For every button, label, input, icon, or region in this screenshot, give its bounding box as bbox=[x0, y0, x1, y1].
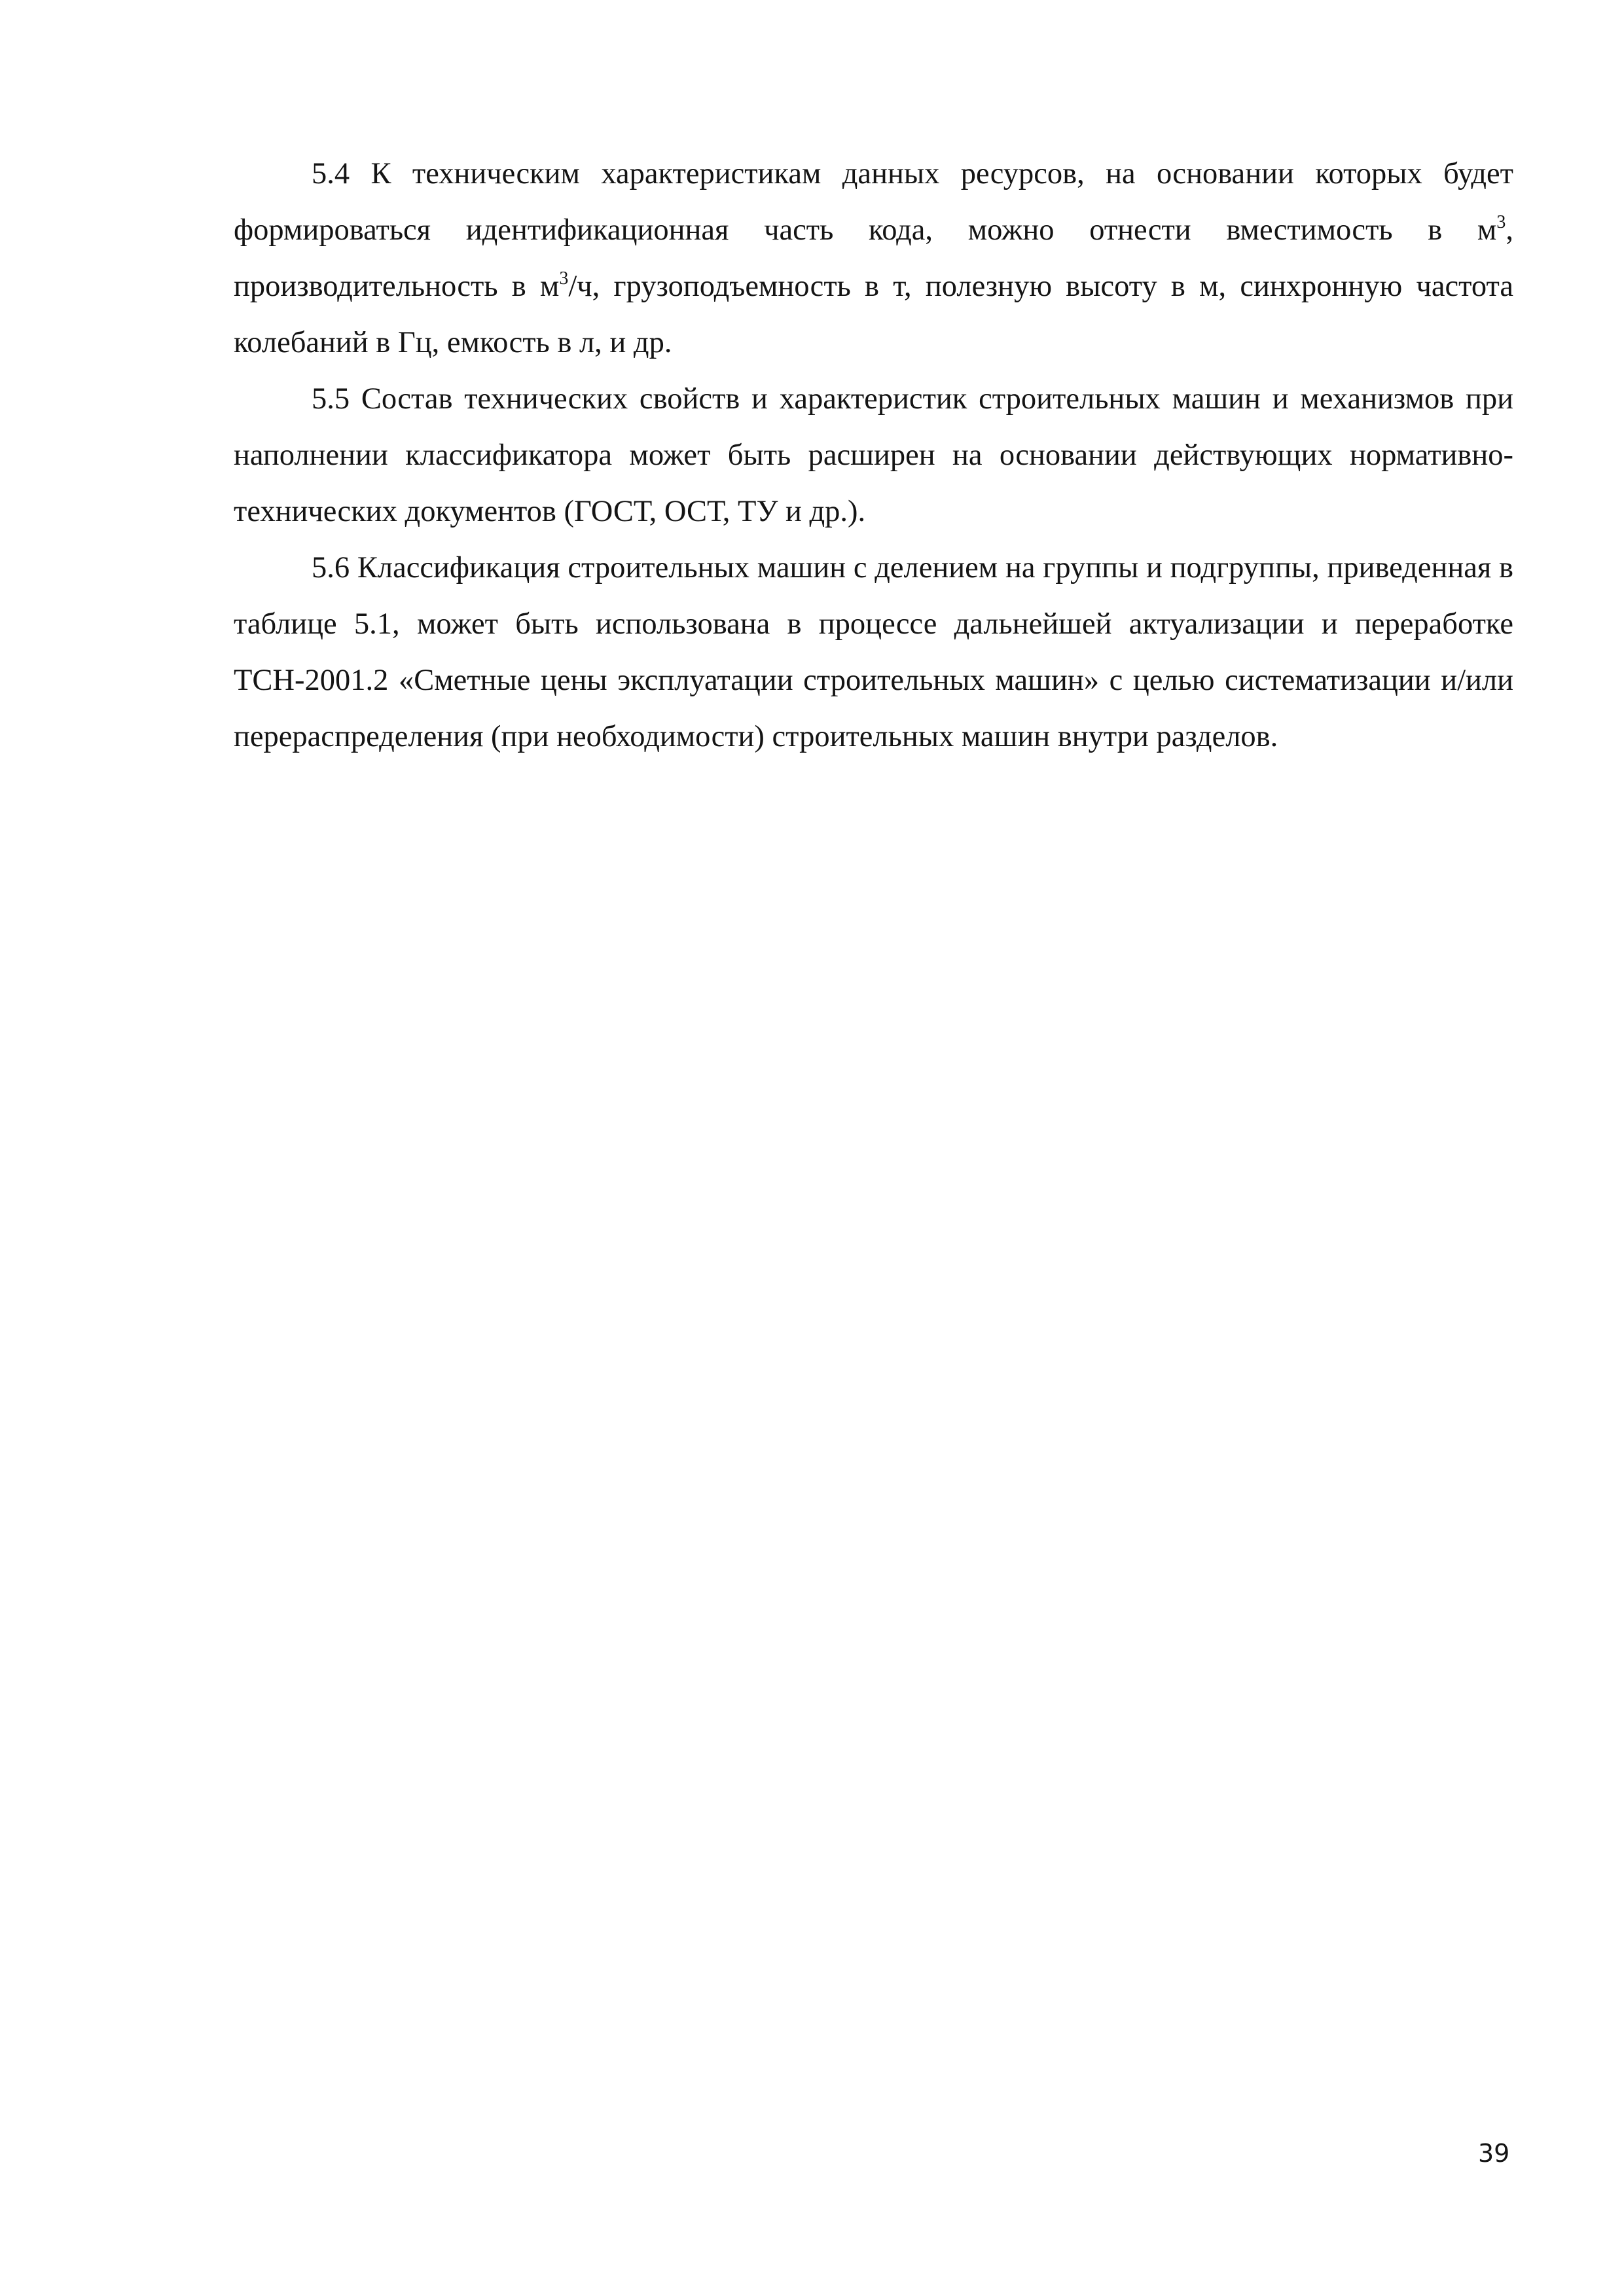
superscript-cubic-2: 3 bbox=[559, 268, 569, 289]
superscript-cubic-1: 3 bbox=[1496, 211, 1506, 232]
body-text bbox=[234, 146, 1513, 765]
paragraph-5-5: 5.5 Состав технических свойств и характеристик строительных машин и механизмов при наполнении классификатора может быть расширен на основании действующих нормативно-технических документов (ГОСТ, ОСТ, ТУ и др.). bbox=[234, 382, 1513, 528]
paragraph-5-4-text-3: /ч, грузоподъемность в т, полезную высоту в м, синхронную частота колебаний в Гц, емкость в л, и др. bbox=[234, 270, 1513, 359]
paragraph-5-6: 5.6 Классификация строительных машин с делением на группы и подгруппы, приведенная в таблице 5.1, может быть использована в процессе дальнейшей актуализации и переработке ТСН-2001.2 «Сметные цены эксплуатации строительных машин» с целью систематизации и/или перераспределения (при необходимости) строительных машин внутри разделов. bbox=[234, 551, 1513, 753]
paragraph-5-4 bbox=[234, 146, 1513, 371]
paragraph-5-4-text-2: , производительность в м bbox=[234, 213, 1513, 303]
page-number: 39 bbox=[1478, 2139, 1510, 2168]
paragraph-5-4-text-1: 5.4 К техническим характеристикам данных ресурсов, на основании которых будет формироваться идентификационная часть кода, можно отнести вместимость в м bbox=[234, 157, 1513, 247]
